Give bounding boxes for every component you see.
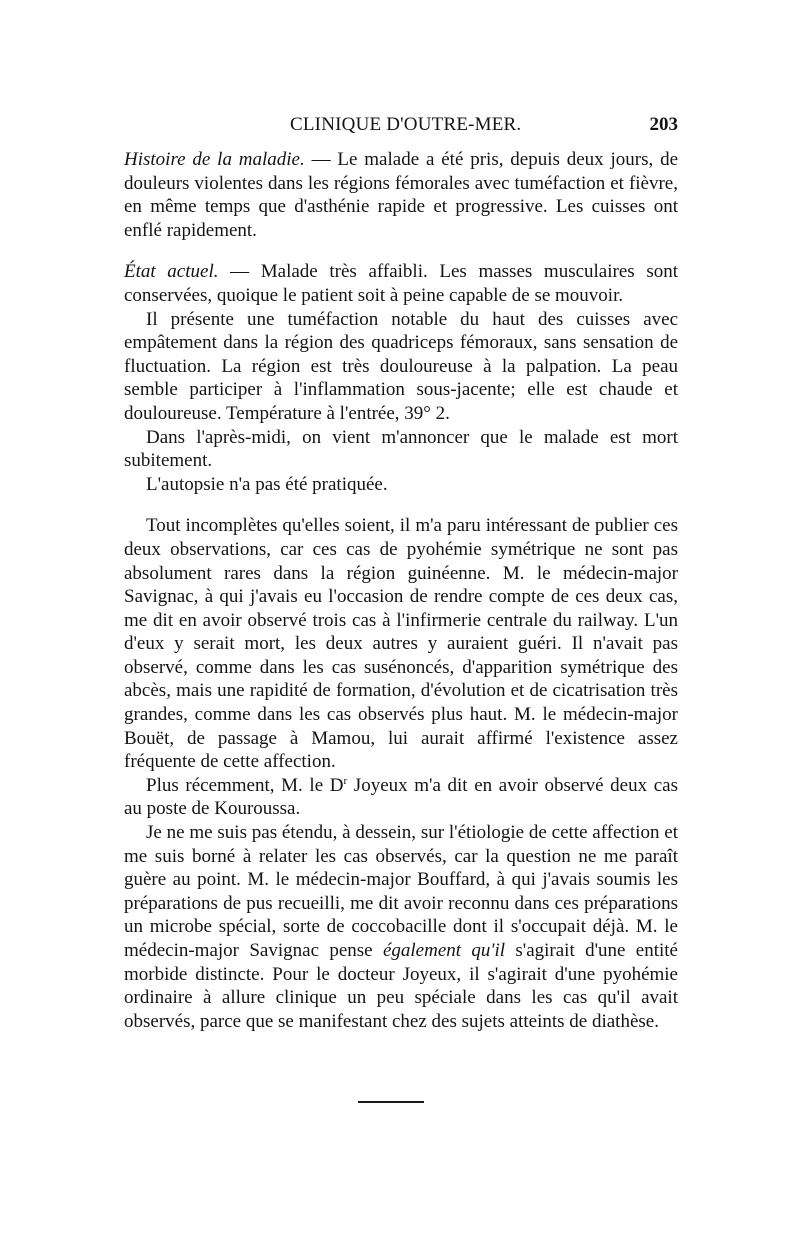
paragraph-text: — Malade très affaibli. Les masses musculaires sont conservées, quoique le patient soit à peine capable de se mouvoir. bbox=[124, 261, 678, 306]
paragraph-etiology bbox=[124, 821, 678, 1033]
body-text bbox=[124, 148, 678, 1033]
paragraph-recent-cases bbox=[124, 774, 678, 821]
running-title: CLINIQUE D'OUTRE-MER. bbox=[290, 114, 522, 135]
paragraph-death bbox=[124, 426, 678, 473]
superscript-r: r bbox=[343, 774, 348, 787]
paragraph-current-state bbox=[124, 260, 678, 307]
paragraph-text: s'agirait d'une entité morbide distincte. Pour le docteur Joyeux, il s'agirait d'une pyohémie ordinaire à allure clinique un peu spéciale dans les cas qu'il avait observés, parce que se manifestant chez des sujets atteints de diathèse. bbox=[124, 940, 678, 1032]
paragraph-text: Plus récemment, M. le D bbox=[146, 774, 344, 796]
paragraph-text: Tout incomplètes qu'elles soient, il m'a paru intéressant de publier ces deux observations, car ces cas de pyohémie symétrique ne sont pas absolument rares dans la région guinéenne. M. le médecin-major Savignac, à qui j'avais eu l'occasion de rendre compte de ces deux cas, me dit en avoir observé trois cas à l'infirmerie centrale du railway. L'un d'eux y serait mort, les deux autres y auraient guéri. Il n'avait pas observé, comme dans les cas susénoncés, d'apparition symétrique des abcès, mais une rapidité de formation, d'évolution et de cicatrisation très grandes, comme dans les cas observés plus haut. M. le médecin-major Bouët, de passage à Mamou, lui aurait affirmé l'existence assez fréquente de cette affection. bbox=[124, 515, 678, 773]
paragraph-text: Il présente une tuméfaction notable du haut des cuisses avec empâtement dans la région des quadriceps fémoraux, sans sensation de fluctuation. La région est très douloureuse à la palpation. La peau semble participer à l'inflammation sous-jacente; elle est chaude et douloureuse. Température à l'entrée, 39° 2. bbox=[124, 308, 678, 424]
section-heading-current-state: État actuel. bbox=[124, 261, 219, 283]
paragraph-text: Je ne me suis pas étendu, à dessein, sur l'étiologie de cette affection et me suis borné à relater les cas observés, car la question ne me paraît guère au point. M. le médecin-major Bouffard, à qui j'avais soumis les préparations de pus recueilli, me dit avoir reconnu dans ces préparations un microbe spécial, sorte de coccobacille dont il s'occupait déjà. M. le médecin-major Savignac pense bbox=[124, 822, 678, 961]
paragraph-text: — Le malade a été pris, depuis deux jours, de douleurs violentes dans les régions fémorales avec tuméfaction et fièvre, en même temps que d'asthénie rapide et progressive. Les cuisses ont enflé rapidement. bbox=[124, 149, 679, 241]
paragraph-text: L'autopsie n'a pas été pratiquée. bbox=[146, 473, 388, 495]
italic-emphasis: également qu'il bbox=[382, 940, 506, 961]
paragraph-text: Dans l'après-midi, on vient m'annoncer que le malade est mort subitement. bbox=[124, 426, 678, 472]
paragraph-autopsy bbox=[124, 473, 678, 497]
section-heading-history: Histoire de la maladie. bbox=[124, 149, 305, 170]
paragraph-text: Joyeux m'a dit en avoir observé deux cas au poste de Kouroussa. bbox=[124, 774, 678, 820]
closing-rule bbox=[358, 1101, 424, 1103]
paragraph-examination bbox=[124, 308, 678, 426]
page-number: 203 bbox=[649, 114, 678, 135]
running-head bbox=[132, 114, 678, 144]
paragraph-discussion bbox=[124, 514, 678, 774]
paragraph-history-of-illness bbox=[124, 148, 678, 242]
